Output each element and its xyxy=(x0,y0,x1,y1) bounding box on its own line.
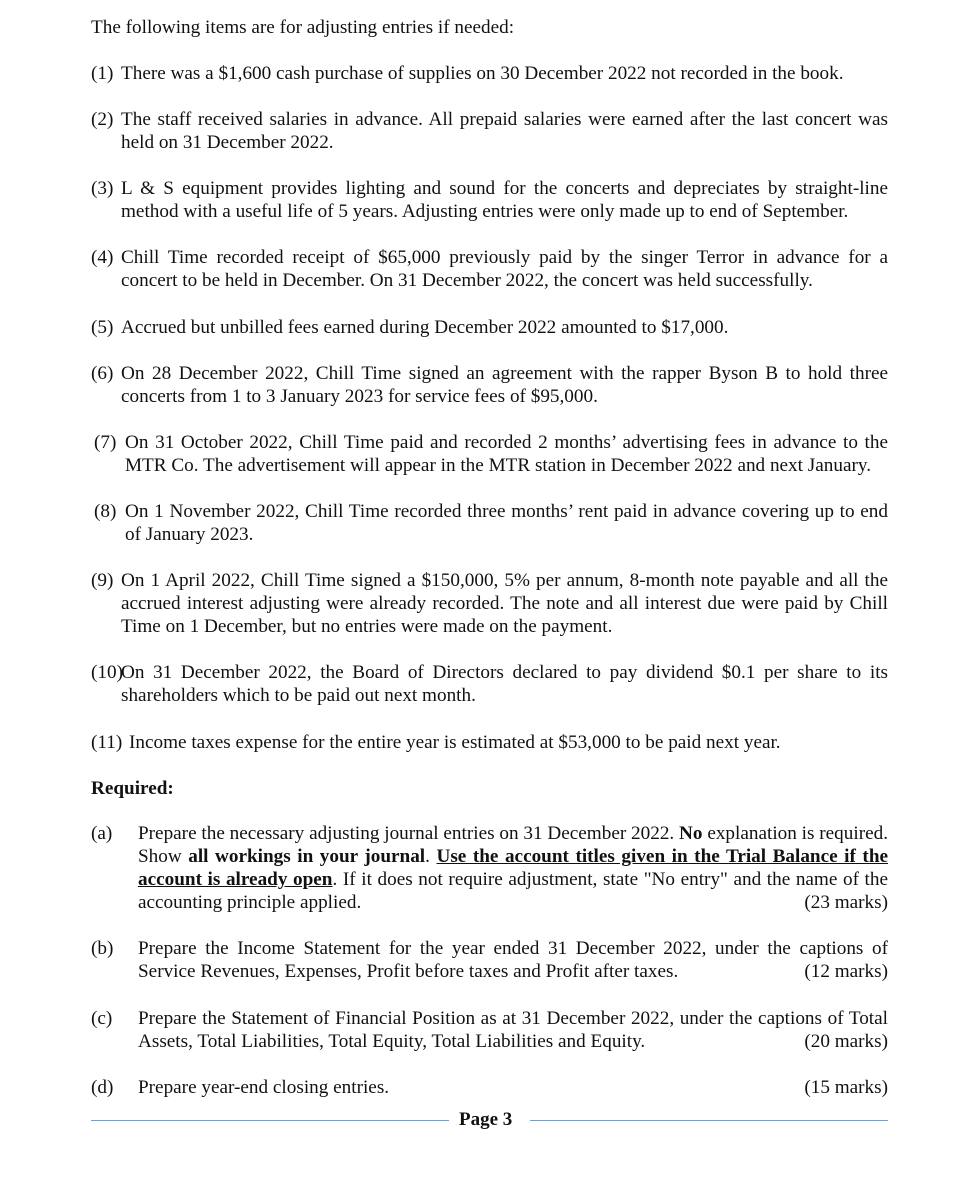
req-a-text-2: explanation is required. Show xyxy=(138,823,888,867)
req-a-bold-workings: all workings in your journal xyxy=(188,846,426,867)
required-heading: Required: xyxy=(91,778,174,799)
adjustment-item-6 xyxy=(91,362,888,408)
item-number: (5) xyxy=(91,317,114,338)
item-text: The staff received salaries in advance. All prepaid salaries were earned after the last concert was held on 31 December 2022. xyxy=(121,109,888,153)
item-text: L & S equipment provides lighting and sound for the concerts and depreciates by straight-line method with a useful life of 5 years. Adjusting entries were only made up to end of September. xyxy=(121,178,888,222)
item-text: Income taxes expense for the entire year is estimated at $53,000 to be paid next year. xyxy=(129,732,781,753)
footer-rule-right xyxy=(530,1120,888,1121)
requirement-label: (c) xyxy=(91,1008,113,1029)
requirement-b xyxy=(91,937,888,983)
item-text: Accrued but unbilled fees earned during December 2022 amounted to $17,000. xyxy=(121,317,729,338)
footer-rule-left xyxy=(91,1120,449,1121)
req-b-text: Prepare the Income Statement for the year ended 31 December 2022, under the captions of Service Revenues, Expenses, Profit before taxes and Profit after taxes. xyxy=(138,938,888,982)
marks: (20 marks) xyxy=(804,1031,888,1052)
adjustment-item-10 xyxy=(91,661,888,707)
page-footer xyxy=(91,1108,888,1132)
item-text: On 31 December 2022, the Board of Directors declared to pay dividend $0.1 per share to its shareholders which to be paid out next month. xyxy=(121,662,888,706)
adjustment-item-9 xyxy=(91,569,888,638)
adjustment-item-11 xyxy=(91,731,888,754)
req-a-text-1: Prepare the necessary adjusting journal entries on 31 December 2022. xyxy=(138,823,680,844)
item-text: There was a $1,600 cash purchase of supplies on 30 December 2022 not recorded in the book. xyxy=(121,63,844,84)
requirement-label: (a) xyxy=(91,823,113,844)
adjustment-item-1 xyxy=(91,62,888,85)
page-number: Page 3 xyxy=(459,1109,513,1130)
requirement-text xyxy=(138,937,888,983)
req-a-text-3: . xyxy=(425,846,437,867)
item-text: On 28 December 2022, Chill Time signed an agreement with the rapper Byson B to hold three concerts from 1 to 3 January 2023 for service fees of $95,000. xyxy=(121,363,888,407)
item-text: On 1 November 2022, Chill Time recorded three months’ rent paid in advance covering up to end of January 2023. xyxy=(125,501,888,545)
marks: (15 marks) xyxy=(804,1077,888,1098)
item-number: (11) xyxy=(91,732,123,753)
requirement-a xyxy=(91,822,888,914)
req-d-text: Prepare year-end closing entries. xyxy=(138,1077,390,1098)
requirement-label: (d) xyxy=(91,1077,114,1098)
item-number: (8) xyxy=(94,501,117,522)
adjustment-item-4 xyxy=(91,246,888,292)
adjustment-item-5 xyxy=(91,316,888,339)
requirement-text xyxy=(138,1007,888,1053)
requirement-label: (b) xyxy=(91,938,114,959)
requirement-text xyxy=(138,1076,888,1099)
marks: (23 marks) xyxy=(804,892,888,913)
item-text: On 31 October 2022, Chill Time paid and recorded 2 months’ advertising fees in advance to the MTR Co. The advertisement will appear in the MTR station in December 2022 and next January. xyxy=(125,432,888,476)
req-a-bold-no: No xyxy=(679,823,703,844)
item-number: (7) xyxy=(94,432,117,453)
item-number: (2) xyxy=(91,109,114,130)
intro-text: The following items are for adjusting entries if needed: xyxy=(91,17,515,38)
item-number: (6) xyxy=(91,363,114,384)
requirement-text xyxy=(138,822,888,914)
adjustment-item-2 xyxy=(91,108,888,154)
marks: (12 marks) xyxy=(804,961,888,982)
item-text: Chill Time recorded receipt of $65,000 previously paid by the singer Terror in advance for a concert to be held in December. On 31 December 2022, the concert was held successfully. xyxy=(121,247,888,291)
requirement-c xyxy=(91,1007,888,1053)
item-number: (3) xyxy=(91,178,114,199)
item-number: (9) xyxy=(91,570,114,591)
req-a-underlined-instruction: Use the account titles given in the Trial Balance if the account is already open xyxy=(138,846,889,890)
req-a-text-4: . If it does not require adjustment, state "No entry" and the name of the accounting principle applied. xyxy=(138,869,888,913)
item-number: (4) xyxy=(91,247,114,268)
requirement-d xyxy=(91,1076,888,1099)
item-number: (10) xyxy=(91,662,123,683)
adjustment-item-7 xyxy=(91,431,888,477)
item-number: (1) xyxy=(91,63,114,84)
adjustment-item-8 xyxy=(91,500,888,546)
req-c-text: Prepare the Statement of Financial Position as at 31 December 2022, under the captions of Total Assets, Total Liabilities, Total Equity, Total Liabilities and Equity. xyxy=(138,1008,888,1052)
item-text: On 1 April 2022, Chill Time signed a $150,000, 5% per annum, 8-month note payable and all the accrued interest adjusting were already recorded. The note and all interest due were paid by Chill Time on 1 December, but no entries were made on the payment. xyxy=(121,570,888,637)
adjustment-item-3 xyxy=(91,177,888,223)
